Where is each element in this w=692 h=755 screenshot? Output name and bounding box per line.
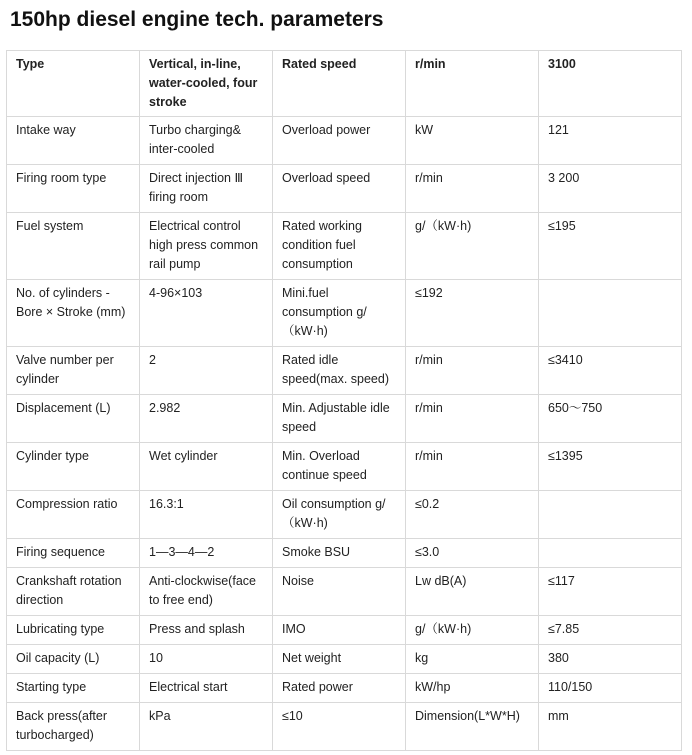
table-cell: Overload speed	[273, 165, 406, 213]
table-cell: Firing room type	[7, 165, 140, 213]
table-row	[7, 674, 682, 703]
table-cell: Displacement (L)	[7, 395, 140, 443]
table-cell: 4-96×103	[140, 280, 273, 347]
table-cell: 1—3—4—2	[140, 539, 273, 568]
table-cell: 121	[539, 117, 682, 165]
table-cell: Wet cylinder	[140, 443, 273, 491]
table-cell: Direct injection Ⅲ firing room	[140, 165, 273, 213]
table-cell: g/（kW·h)	[406, 213, 539, 280]
table-cell	[539, 539, 682, 568]
table-cell: Press and splash	[140, 616, 273, 645]
table-cell: ≤117	[539, 568, 682, 616]
table-cell: Overload power	[273, 117, 406, 165]
table-cell: 2.982	[140, 395, 273, 443]
table-cell: Turbo charging& inter-cooled	[140, 117, 273, 165]
header-cell: Type	[7, 51, 140, 117]
table-row	[7, 213, 682, 280]
table-cell: Rated power	[273, 674, 406, 703]
table-cell: kW	[406, 117, 539, 165]
table-row	[7, 165, 682, 213]
table-row	[7, 395, 682, 443]
page-title: 150hp diesel engine tech. parameters	[10, 8, 384, 31]
table-header-row	[7, 51, 682, 117]
table-cell: Min. Overload continue speed	[273, 443, 406, 491]
table-cell: Back press(after turbocharged)	[7, 703, 140, 751]
table-cell: g/（kW·h)	[406, 616, 539, 645]
table-cell: Crankshaft rotation direction	[7, 568, 140, 616]
table-cell: Net weight	[273, 645, 406, 674]
table-cell: ≤3410	[539, 347, 682, 395]
table-cell: 3 200	[539, 165, 682, 213]
table-cell: 16.3:1	[140, 491, 273, 539]
table-cell: r/min	[406, 165, 539, 213]
table-row	[7, 703, 682, 751]
table-row	[7, 443, 682, 491]
header-cell: 3100	[539, 51, 682, 117]
table-cell: Min. Adjustable idle speed	[273, 395, 406, 443]
table-cell: Mini.fuel consumption g/（kW·h)	[273, 280, 406, 347]
table-cell: Rated working condition fuel consumption	[273, 213, 406, 280]
table-row	[7, 347, 682, 395]
table-row	[7, 539, 682, 568]
header-cell: Vertical, in-line, water-cooled, four stroke	[140, 51, 273, 117]
table-cell: 2	[140, 347, 273, 395]
table-cell: Starting type	[7, 674, 140, 703]
table-cell: kPa	[140, 703, 273, 751]
table-cell: Compression ratio	[7, 491, 140, 539]
table-row	[7, 491, 682, 539]
table-cell: r/min	[406, 443, 539, 491]
table-cell: mm	[539, 703, 682, 751]
table-cell: ≤7.85	[539, 616, 682, 645]
table-cell: Fuel system	[7, 213, 140, 280]
table-row	[7, 568, 682, 616]
table-cell: ≤0.2	[406, 491, 539, 539]
table-cell: IMO	[273, 616, 406, 645]
table-row	[7, 280, 682, 347]
table-cell: Smoke BSU	[273, 539, 406, 568]
table-cell: Lubricating type	[7, 616, 140, 645]
table-cell: kg	[406, 645, 539, 674]
table-cell: 10	[140, 645, 273, 674]
table-cell: No. of cylinders - Bore × Stroke (mm)	[7, 280, 140, 347]
table-cell: r/min	[406, 395, 539, 443]
table-cell: Dimension(L*W*H)	[406, 703, 539, 751]
table-cell: 380	[539, 645, 682, 674]
table-cell: ≤1395	[539, 443, 682, 491]
table-cell: Cylinder type	[7, 443, 140, 491]
table-cell: Rated idle speed(max. speed)	[273, 347, 406, 395]
table-cell: Noise	[273, 568, 406, 616]
table-cell: Oil consumption g/（kW·h)	[273, 491, 406, 539]
table-cell: Firing sequence	[7, 539, 140, 568]
table-cell: r/min	[406, 347, 539, 395]
table-cell: 110/150	[539, 674, 682, 703]
header-cell: Rated speed	[273, 51, 406, 117]
table-cell: Electrical start	[140, 674, 273, 703]
table-row	[7, 616, 682, 645]
table-cell: kW/hp	[406, 674, 539, 703]
table-cell: Intake way	[7, 117, 140, 165]
table-cell: Anti-clockwise(face to free end)	[140, 568, 273, 616]
table-row	[7, 645, 682, 674]
table-cell: ≤10	[273, 703, 406, 751]
table-cell: ≤192	[406, 280, 539, 347]
table-cell: Electrical control high press common rail pump	[140, 213, 273, 280]
header-cell: r/min	[406, 51, 539, 117]
table-cell	[539, 491, 682, 539]
table-row	[7, 117, 682, 165]
table-cell: 650～750	[539, 395, 682, 443]
table-cell: Oil capacity (L)	[7, 645, 140, 674]
table-cell: Valve number per cylinder	[7, 347, 140, 395]
table-cell: ≤195	[539, 213, 682, 280]
table-cell	[539, 280, 682, 347]
table-cell: Lw dB(A)	[406, 568, 539, 616]
table-cell: ≤3.0	[406, 539, 539, 568]
parameters-table	[6, 50, 682, 751]
